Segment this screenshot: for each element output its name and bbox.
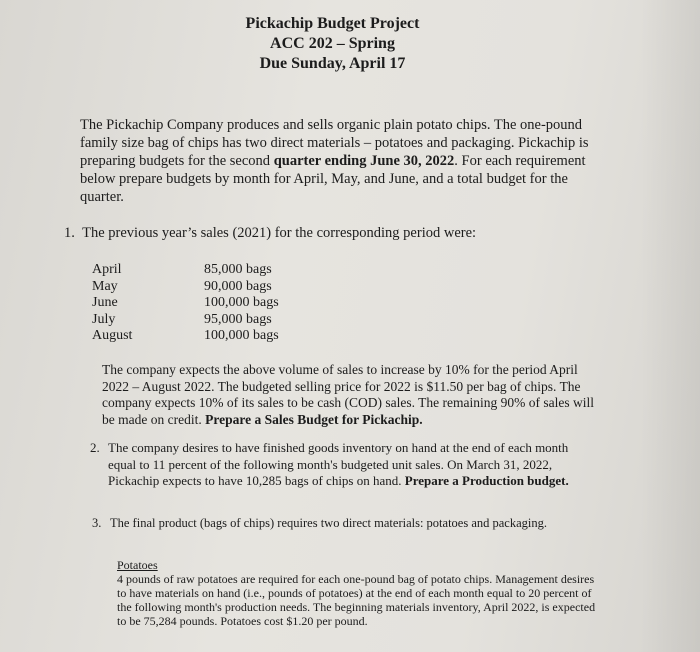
question-1-paragraph [102,362,597,428]
project-title: Pickachip Budget Project [245,15,420,32]
question-1-lead [64,224,476,242]
question-3-number: 3. [92,516,102,530]
potatoes-section [117,558,597,628]
question-1-para-text: The company expects the above volume of sales to increase by 10% for the period April 2022 – August 2022. The budgeted selling price for 2022 is $11.50 per bag of chips. The company expects 10% of its sales to be cash (COD) sales. The remaining 90% of sales will be made on credit. [102,362,595,427]
potatoes-heading: Potatoes [117,558,158,572]
sales-row [92,312,279,329]
potatoes-text: 4 pounds of raw potatoes are required for each one-pound bag of potato chips. Management desires to have materials on hand (i.e., pounds of potatoes) at the end of each month equal to 20 percent of the following month's production needs. The beginning materials inventory, April 2022, is expected to be 75,284 pounds. Potatoes cost $1.20 per pound. [117,572,596,628]
page-shadow [640,0,700,652]
sales-qty: 100,000 bags [204,328,279,343]
course-name: ACC 202 – Spring [270,35,395,52]
question-1-instruction: Prepare a Sales Budget for Pickachip. [205,411,423,427]
intro-text-bold: quarter ending June 30, 2022 [273,153,455,169]
question-1-text: The previous year’s sales (2021) for the corresponding period were: [82,225,477,241]
sales-row [92,295,279,312]
sales-qty: 95,000 bags [204,311,272,327]
due-date: Due Sunday, April 17 [259,55,406,72]
sales-month: May [92,278,118,294]
sales-row [92,328,279,345]
intro-paragraph [80,116,600,206]
question-2-number: 2. [90,440,100,455]
sales-month: June [92,295,118,310]
question-2-text: The company desires to have finished goods inventory on hand at the end of each month equal to 11 percent of the following month's budgeted unit sales. On March 31, 2022, Pickachip expects to have 10,285 bags of chips on hand. [108,440,569,488]
sales-month: August [92,328,133,343]
sales-qty: 90,000 bags [204,278,272,294]
question-1-number: 1. [64,225,75,241]
sales-row [92,279,279,296]
sales-qty: 100,000 bags [204,295,279,310]
sales-month: July [92,311,116,327]
question-2-instruction: Prepare a Production budget. [404,473,569,488]
intro-text-a: The Pickachip Company produces and sells organic plain potato chips. The one-pound family size bag of chips has two direct materials – potatoes and packaging. Pickachip is preparing budgets for the second [80,117,589,169]
intro-text-b: . For each requirement below prepare budgets by month for April, May, and June, and a total budget for the quarter. [80,153,586,205]
document-header [0,14,665,74]
sales-month: April [92,262,122,277]
question-3 [92,516,592,531]
sales-table [92,262,279,345]
sales-qty: 85,000 bags [204,262,272,277]
question-3-text: The final product (bags of chips) requires two direct materials: potatoes and packaging. [110,516,548,530]
sales-row [92,262,279,279]
question-2 [90,440,590,490]
